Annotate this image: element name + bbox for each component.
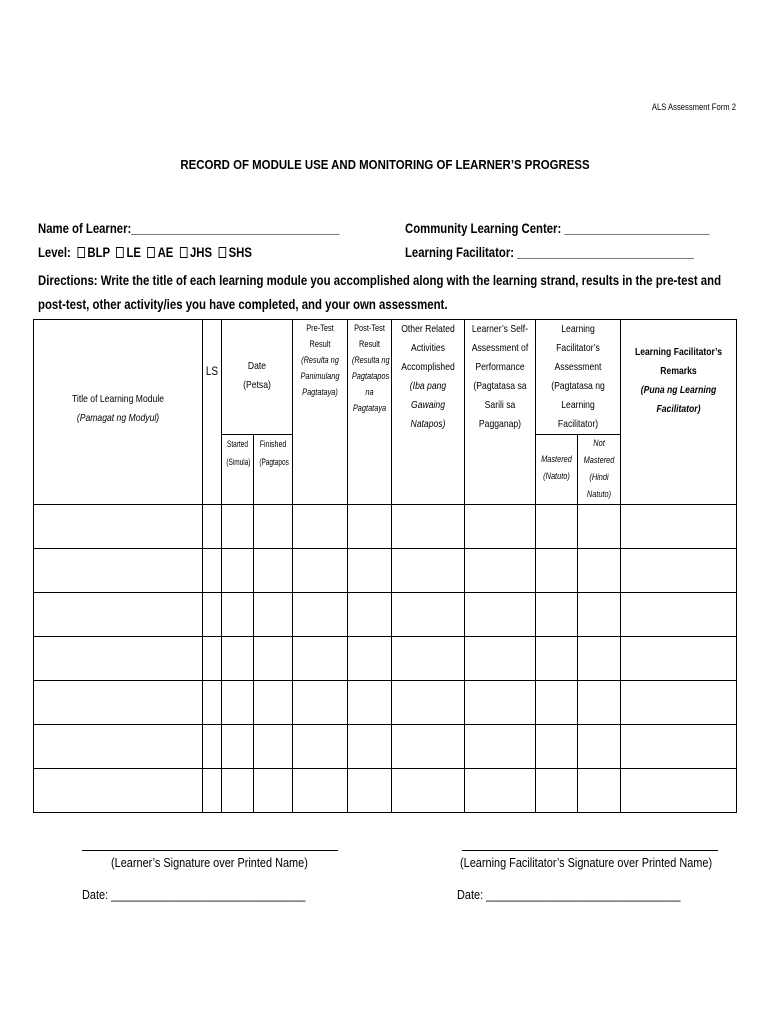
header-self-label-3: Performance [475,361,525,373]
header-pretest [293,320,348,505]
cell-not-mastered[interactable] [578,593,621,637]
header-lfa-sub-3: Facilitator) [557,418,599,430]
header-mastered [536,435,578,505]
form-number: ALS Assessment Form 2 [651,102,736,112]
cell-posttest[interactable] [348,637,392,681]
header-posttest-label-1: Post-Test [354,323,385,333]
cell-finished[interactable] [254,769,293,813]
cell-mastered[interactable] [536,637,578,681]
header-remarks-label-1: Learning Facilitator’s [634,346,723,358]
table-row [34,769,737,813]
cell-not-mastered[interactable] [578,549,621,593]
cell-title[interactable] [34,725,203,769]
header-remarks-sub-1: (Puna ng Learning [640,384,717,396]
cell-finished[interactable] [254,549,293,593]
facilitator-date-blank[interactable]: ________________________________ [486,887,681,902]
cell-not-mastered[interactable] [578,637,621,681]
cell-pretest[interactable] [293,505,348,549]
cell-pretest[interactable] [293,549,348,593]
header-mastered-sub: (Natuto) [543,471,570,481]
header-learning-strand [203,320,222,505]
cell-title[interactable] [34,769,203,813]
cell-title[interactable] [34,505,203,549]
cell-started[interactable] [222,593,254,637]
header-other-label-2: Activities [411,342,445,354]
cell-not-mastered[interactable] [578,505,621,549]
table-row [34,725,737,769]
learner-signature-line[interactable] [82,850,338,851]
checkbox-blp[interactable] [77,247,85,258]
header-started-label: Started [227,439,248,449]
header-not-mastered-label-2: Mastered [583,455,615,465]
cell-mastered[interactable] [536,593,578,637]
header-title-sub: (Pamagat ng Modyul) [76,412,160,424]
directions: Directions: Write the title of each learning module you accomplished along with the learning strand, results in the pre-test and post-test, other activity/ies you have completed, and your own assessment. [38,273,722,312]
form-title: RECORD OF MODULE USE AND MONITORING OF LEARNER’S PROGRESS [180,157,590,172]
header-other-activities [392,320,465,505]
header-finished-label: Finished [259,439,287,449]
cell-pretest[interactable] [293,681,348,725]
facilitator-blank[interactable]: ____________________________ [517,245,694,260]
cell-self-assessment[interactable] [465,725,536,769]
cell-started[interactable] [222,769,254,813]
cell-mastered[interactable] [536,505,578,549]
header-self-sub-1: (Pagtatasa sa [473,380,527,392]
header-remarks [621,320,737,505]
header-other-label-3: Accomplished [401,361,455,373]
cell-mastered[interactable] [536,725,578,769]
header-self-label-1: Learner’s Self- [471,323,529,335]
cell-remarks[interactable] [621,505,737,549]
learning-center-label: Community Learning Center: [405,221,562,236]
cell-other-activities[interactable] [392,769,465,813]
header-mastered-label: Mastered [541,454,572,464]
header-not-mastered-sub-2: Natuto) [586,489,612,499]
cell-pretest[interactable] [293,637,348,681]
table-body [34,505,737,813]
checkbox-jhs[interactable] [180,247,188,258]
header-date-label: Date [247,360,267,372]
cell-not-mastered[interactable] [578,769,621,813]
cell-ls[interactable] [203,505,222,549]
cell-remarks[interactable] [621,593,737,637]
cell-title[interactable] [34,637,203,681]
module-record-table [33,319,737,813]
cell-mastered[interactable] [536,681,578,725]
cell-started[interactable] [222,637,254,681]
learner-date-field[interactable] [82,887,305,902]
cell-finished[interactable] [254,505,293,549]
header-posttest-sub-1: (Resulta ng [351,355,390,365]
checkbox-shs[interactable] [219,247,227,258]
header-not-mastered-label-1: Not [593,438,605,448]
table-row [34,549,737,593]
level-option-ae: AE [157,245,174,260]
header-remarks-sub-2: Facilitator) [656,403,701,415]
learning-center-blank[interactable]: _______________________ [564,221,710,236]
header-not-mastered [578,435,621,505]
learner-date-blank[interactable]: ________________________________ [111,887,306,902]
level-option-blp: BLP [87,245,110,260]
header-title-label: Title of Learning Module [71,393,165,405]
header-ls-label: LS [205,364,219,378]
header-posttest [348,320,392,505]
header-pretest-label-2: Result [309,339,331,349]
cell-posttest[interactable] [348,593,392,637]
cell-self-assessment[interactable] [465,637,536,681]
cell-mastered[interactable] [536,769,578,813]
cell-posttest[interactable] [348,505,392,549]
cell-ls[interactable] [203,637,222,681]
header-other-sub-2: Gawaing [410,399,445,411]
cell-other-activities[interactable] [392,725,465,769]
cell-finished[interactable] [254,681,293,725]
cell-self-assessment[interactable] [465,769,536,813]
cell-started[interactable] [222,725,254,769]
table-row [34,681,737,725]
cell-started[interactable] [222,505,254,549]
header-lfa-sub-1: (Pagtatasa ng [551,380,605,392]
facilitator-date-label: Date: [457,887,484,902]
header-facilitator-assessment [536,320,621,435]
facilitator-field[interactable] [405,245,694,260]
level-label: Level: [38,245,71,260]
header-self-sub-3: Pagganap) [478,418,522,430]
level-option-shs: SHS [228,245,252,260]
header-other-label-1: Other Related [401,323,455,335]
cell-other-activities[interactable] [392,637,465,681]
header-started [222,435,254,505]
level-option-jhs: JHS [189,245,213,260]
cell-remarks[interactable] [621,637,737,681]
cell-ls[interactable] [203,593,222,637]
header-lfa-label-3: Assessment [554,361,602,373]
header-posttest-sub-3: na [365,387,374,397]
header-finished [254,435,293,505]
checkbox-le[interactable] [116,247,124,258]
header-pretest-sub-1: (Resulta ng [301,355,339,365]
cell-posttest[interactable] [348,681,392,725]
learner-signature-label: (Learner’s Signature over Printed Name) [111,855,308,870]
cell-started[interactable] [222,681,254,725]
facilitator-signature-label: (Learning Facilitator’s Signature over Printed Name) [460,855,713,870]
learning-center-field[interactable] [405,221,709,236]
level-field [38,245,252,260]
table-row [34,505,737,549]
cell-pretest[interactable] [293,725,348,769]
cell-self-assessment[interactable] [465,593,536,637]
header-remarks-label-2: Remarks [660,365,697,377]
cell-remarks[interactable] [621,769,737,813]
cell-pretest[interactable] [293,593,348,637]
cell-finished[interactable] [254,725,293,769]
cell-posttest[interactable] [348,769,392,813]
header-lfa-label-2: Facilitator’s [556,342,600,354]
facilitator-signature-line[interactable] [462,850,718,851]
cell-other-activities[interactable] [392,681,465,725]
header-posttest-label-2: Result [359,339,380,349]
cell-self-assessment[interactable] [465,549,536,593]
facilitator-label: Learning Facilitator: [405,245,515,260]
header-self-sub-2: Sarili sa [484,399,516,411]
header-self-assessment [465,320,536,505]
cell-posttest[interactable] [348,549,392,593]
cell-other-activities[interactable] [392,549,465,593]
learner-name-label: Name of Learner: [38,221,132,236]
header-posttest-sub-4: Pagtataya [352,403,387,413]
header-date [222,320,293,435]
cell-ls[interactable] [203,681,222,725]
cell-started[interactable] [222,549,254,593]
cell-self-assessment[interactable] [465,681,536,725]
cell-finished[interactable] [254,637,293,681]
header-date-sub: (Petsa) [243,379,271,391]
level-option-le: LE [126,245,141,260]
header-posttest-sub-2: Pagtatapos [351,371,390,381]
cell-ls[interactable] [203,725,222,769]
header-self-label-2: Assessment of [471,342,529,354]
header-pretest-label-1: Pre-Test [306,323,334,333]
learner-name-blank[interactable]: _________________________________ [131,221,340,236]
cell-not-mastered[interactable] [578,725,621,769]
header-pretest-sub-3: Pagtataya) [302,387,338,397]
table-row [34,637,737,681]
cell-other-activities[interactable] [392,505,465,549]
header-other-sub-1: (Iba pang [409,380,447,392]
header-lfa-sub-2: Learning [561,399,595,411]
header-lfa-label-1: Learning [561,323,595,335]
cell-ls[interactable] [203,769,222,813]
header-started-sub: (Simula) [226,457,251,467]
cell-other-activities[interactable] [392,593,465,637]
cell-title[interactable] [34,681,203,725]
header-title-of-module [34,320,203,505]
cell-title[interactable] [34,593,203,637]
cell-pretest[interactable] [293,769,348,813]
facilitator-date-field[interactable] [457,887,680,902]
cell-remarks[interactable] [621,725,737,769]
cell-finished[interactable] [254,593,293,637]
cell-remarks[interactable] [621,681,737,725]
table-row [34,593,737,637]
checkbox-ae[interactable] [148,247,156,258]
learner-date-label: Date: [82,887,109,902]
learner-name-field[interactable] [38,221,339,236]
header-other-sub-3: Natapos) [410,418,446,430]
cell-remarks[interactable] [621,549,737,593]
cell-posttest[interactable] [348,725,392,769]
cell-self-assessment[interactable] [465,505,536,549]
header-finished-sub: (Pagtapos [259,457,289,467]
cell-mastered[interactable] [536,549,578,593]
header-pretest-sub-2: Panimulang [300,371,340,381]
cell-title[interactable] [34,549,203,593]
cell-ls[interactable] [203,549,222,593]
header-not-mastered-sub-1: (Hindi [589,472,609,482]
cell-not-mastered[interactable] [578,681,621,725]
